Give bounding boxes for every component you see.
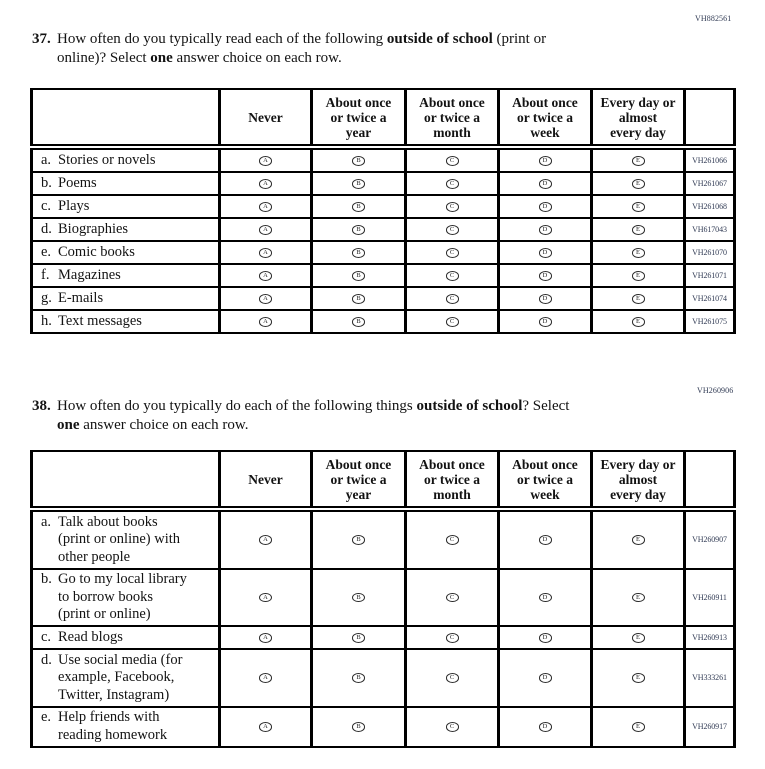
answer-bubble-e[interactable]: E <box>632 593 645 603</box>
row-label-line: Text messages <box>58 312 142 329</box>
answer-cell-a <box>220 569 312 627</box>
question-38-prompt <box>32 397 644 434</box>
answer-cell-d <box>499 241 592 264</box>
answer-cell-e <box>592 649 685 707</box>
question-37-prompt <box>32 30 644 67</box>
answer-cell-a <box>220 509 312 569</box>
answer-bubble-e[interactable]: E <box>632 179 645 189</box>
answer-bubble-c[interactable]: C <box>446 317 459 327</box>
answer-cell-b <box>312 147 406 172</box>
table-row-a <box>32 509 735 569</box>
column-header-line: About once <box>512 456 578 472</box>
answer-cell-c <box>406 218 499 241</box>
row-label-line: Comic books <box>58 243 135 260</box>
answer-cell-b <box>312 218 406 241</box>
row-label-flex <box>41 290 216 308</box>
column-header-4 <box>499 89 592 147</box>
column-header-line: Every day or <box>600 456 676 472</box>
prompt-bold-segment: one <box>57 416 80 433</box>
row-letter: e. <box>41 243 52 260</box>
row-code: VH617043 <box>685 218 735 241</box>
question-38-number: 38. <box>32 398 51 414</box>
question-38-prompt-text <box>57 397 569 434</box>
answer-cell-d <box>499 195 592 218</box>
column-header-3 <box>406 89 499 147</box>
answer-bubble-c[interactable]: C <box>446 156 459 166</box>
row-label-line: Stories or novels <box>58 151 156 168</box>
answer-cell-c <box>406 707 499 747</box>
answer-bubble-b[interactable]: B <box>352 156 365 166</box>
answer-bubble-d[interactable]: D <box>539 722 552 732</box>
row-label-text <box>58 514 180 567</box>
prompt-line <box>57 397 569 416</box>
row-label-flex <box>41 709 216 744</box>
answer-cell-a <box>220 147 312 172</box>
row-label-flex <box>41 629 216 647</box>
question-37-number: 37. <box>32 31 51 47</box>
column-header-2 <box>312 451 406 509</box>
column-header-line: or twice a <box>330 471 387 487</box>
answer-cell-e <box>592 264 685 287</box>
row-letter: h. <box>41 312 52 329</box>
row-label <box>32 509 220 569</box>
prompt-bold-segment: one <box>150 49 173 66</box>
answer-cell-d <box>499 172 592 195</box>
answer-cell-c <box>406 195 499 218</box>
answer-bubble-a[interactable]: A <box>259 673 272 683</box>
row-label-text <box>58 267 121 285</box>
answer-bubble-d[interactable]: D <box>539 271 552 281</box>
answer-bubble-c[interactable]: C <box>446 248 459 258</box>
answer-cell-b <box>312 569 406 627</box>
column-header-line: About once <box>325 94 392 110</box>
answer-bubble-d[interactable]: D <box>539 225 552 235</box>
answer-bubble-b[interactable]: B <box>352 202 365 212</box>
answer-bubble-a[interactable]: A <box>259 248 272 258</box>
prompt-segment: online)? Select <box>57 49 151 66</box>
answer-bubble-a[interactable]: A <box>259 535 272 545</box>
row-label <box>32 195 220 218</box>
column-header-line: Never <box>248 109 283 125</box>
row-label-flex <box>41 244 216 262</box>
row-letter: b. <box>41 571 52 587</box>
answer-cell-b <box>312 241 406 264</box>
answer-bubble-a[interactable]: A <box>259 179 272 189</box>
answer-bubble-a[interactable]: A <box>259 225 272 235</box>
row-letter: d. <box>41 651 52 668</box>
row-label-column-header <box>32 89 220 147</box>
answer-bubble-e[interactable]: E <box>632 633 645 643</box>
column-header-line: or twice a <box>330 109 387 125</box>
row-code: VH260913 <box>685 626 735 649</box>
table-row-e <box>32 707 735 747</box>
answer-bubble-b[interactable]: B <box>352 593 365 603</box>
answer-cell-b <box>312 287 406 310</box>
table-row-c <box>32 626 735 649</box>
column-header-3 <box>406 451 499 509</box>
answer-cell-c <box>406 649 499 707</box>
answer-cell-e <box>592 241 685 264</box>
column-header-line: or twice a <box>424 109 480 125</box>
column-header-line: almost <box>618 109 658 125</box>
answer-bubble-a[interactable]: A <box>259 722 272 732</box>
row-label-line: (print or online) with <box>58 531 181 547</box>
column-header-line: week <box>530 486 560 502</box>
row-code: VH261070 <box>685 241 735 264</box>
row-label-line: (print or online) <box>58 606 151 622</box>
answer-bubble-c[interactable]: C <box>446 179 459 189</box>
row-label <box>32 310 220 333</box>
row-label <box>32 569 220 627</box>
row-label-text <box>58 175 97 193</box>
answer-bubble-e[interactable]: E <box>632 317 645 327</box>
answer-bubble-a[interactable]: A <box>259 593 272 603</box>
answer-bubble-d[interactable]: D <box>539 633 552 643</box>
column-header-line: almost <box>618 471 658 487</box>
row-label-flex <box>41 652 216 705</box>
answer-bubble-b[interactable]: B <box>352 248 365 258</box>
row-label-text <box>58 244 135 262</box>
answer-cell-d <box>499 649 592 707</box>
answer-bubble-a[interactable]: A <box>259 271 272 281</box>
table-row-e <box>32 241 735 264</box>
row-letter: a. <box>41 151 52 168</box>
answer-cell-b <box>312 649 406 707</box>
answer-cell-d <box>499 509 592 569</box>
answer-bubble-b[interactable]: B <box>352 225 365 235</box>
row-label <box>32 241 220 264</box>
answer-cell-b <box>312 707 406 747</box>
row-label-flex <box>41 221 216 239</box>
table-row-b <box>32 172 735 195</box>
answer-cell-c <box>406 147 499 172</box>
column-header-1 <box>220 89 312 147</box>
code-column-header <box>685 451 735 509</box>
row-code: VH260917 <box>685 707 735 747</box>
answer-bubble-e[interactable]: E <box>632 294 645 304</box>
prompt-segment: How often do you typically read each of the following <box>57 31 387 47</box>
row-label-flex <box>41 514 216 567</box>
answer-bubble-e[interactable]: E <box>632 248 645 258</box>
answer-cell-e <box>592 287 685 310</box>
row-code: VH333261 <box>685 649 735 707</box>
column-header-line: or twice a <box>517 471 573 487</box>
table-row-c <box>32 195 735 218</box>
column-header-line: every day <box>610 486 666 502</box>
row-code: VH261067 <box>685 172 735 195</box>
row-label-text <box>58 571 187 624</box>
row-label-line: Plays <box>58 197 90 214</box>
answer-bubble-a[interactable]: A <box>259 202 272 212</box>
row-label <box>32 649 220 707</box>
table-row-f <box>32 264 735 287</box>
row-label-line: Use social media (for <box>58 651 183 668</box>
question-38 <box>32 397 644 434</box>
column-header-line: week <box>530 124 560 140</box>
answer-cell-e <box>592 195 685 218</box>
answer-cell-d <box>499 626 592 649</box>
row-label-flex <box>41 198 216 216</box>
answer-cell-a <box>220 241 312 264</box>
answer-bubble-b[interactable]: B <box>352 271 365 281</box>
table-row-g <box>32 287 735 310</box>
answer-cell-e <box>592 147 685 172</box>
question-38-header-row <box>32 451 735 509</box>
answer-bubble-a[interactable]: A <box>259 294 272 304</box>
answer-bubble-c[interactable]: C <box>446 722 459 732</box>
table-row-d <box>32 218 735 241</box>
answer-cell-e <box>592 707 685 747</box>
answer-cell-d <box>499 218 592 241</box>
prompt-line <box>57 30 546 49</box>
answer-bubble-c[interactable]: C <box>446 535 459 545</box>
row-label-flex <box>41 313 216 331</box>
answer-cell-d <box>499 147 592 172</box>
row-code: VH261071 <box>685 264 735 287</box>
row-code: VH260911 <box>685 569 735 627</box>
row-label-text <box>58 152 155 170</box>
row-code: VH261075 <box>685 310 735 333</box>
row-label <box>32 172 220 195</box>
row-label-text <box>58 198 89 216</box>
column-header-line: year <box>345 124 372 140</box>
answer-cell-e <box>592 218 685 241</box>
prompt-segment: answer choice on each row. <box>79 416 249 433</box>
row-label <box>32 707 220 747</box>
row-label-line: example, Facebook, <box>58 669 175 685</box>
answer-cell-d <box>499 707 592 747</box>
answer-cell-a <box>220 707 312 747</box>
row-label-line: Talk about books <box>58 513 158 530</box>
row-label-line: Help friends with <box>58 709 160 725</box>
row-label-line: Go to my local library <box>58 571 187 587</box>
row-label-line: other people <box>58 548 131 565</box>
answer-bubble-d[interactable]: D <box>539 294 552 304</box>
answer-cell-c <box>406 241 499 264</box>
column-header-line: month <box>433 124 471 140</box>
answer-bubble-b[interactable]: B <box>352 294 365 304</box>
row-label-line: Twitter, Instagram) <box>58 686 170 703</box>
prompt-line <box>57 49 546 68</box>
answer-cell-a <box>220 172 312 195</box>
prompt-bold-segment: outside of school <box>416 398 523 414</box>
row-label-text <box>58 652 182 705</box>
column-header-line: Every day or <box>600 94 676 110</box>
row-label-line: Read blogs <box>58 628 123 645</box>
answer-bubble-b[interactable]: B <box>352 535 365 545</box>
row-letter: a. <box>41 513 52 530</box>
answer-cell-b <box>312 509 406 569</box>
answer-cell-b <box>312 264 406 287</box>
row-letter: d. <box>41 220 52 237</box>
column-header-line: About once <box>325 456 392 472</box>
table-row-b <box>32 569 735 627</box>
question-37-header-row <box>32 89 735 147</box>
row-label-flex <box>41 152 216 170</box>
answer-bubble-a[interactable]: A <box>259 317 272 327</box>
column-header-line: or twice a <box>517 109 573 125</box>
answer-bubble-d[interactable]: D <box>539 317 552 327</box>
column-header-line: About once <box>419 456 485 472</box>
column-header-line: or twice a <box>424 471 480 487</box>
row-letter: c. <box>41 628 52 645</box>
answer-cell-c <box>406 172 499 195</box>
answer-cell-e <box>592 310 685 333</box>
column-header-line: About once <box>512 94 578 110</box>
answer-cell-e <box>592 569 685 627</box>
row-label-text <box>58 290 103 308</box>
answer-bubble-b[interactable]: B <box>352 179 365 189</box>
answer-bubble-d[interactable]: D <box>539 248 552 258</box>
prompt-segment: ? Select <box>522 398 570 414</box>
answer-cell-c <box>406 509 499 569</box>
row-label-line: Magazines <box>58 266 121 283</box>
answer-bubble-c[interactable]: C <box>446 593 459 603</box>
prompt-segment: answer choice on each row. <box>172 49 342 66</box>
answer-bubble-c[interactable]: C <box>446 271 459 281</box>
row-letter: b. <box>41 174 52 191</box>
answer-cell-d <box>499 287 592 310</box>
answer-bubble-e[interactable]: E <box>632 673 645 683</box>
column-header-1 <box>220 451 312 509</box>
row-label-line: E-mails <box>58 289 104 306</box>
answer-cell-c <box>406 569 499 627</box>
column-header-4 <box>499 451 592 509</box>
answer-cell-c <box>406 287 499 310</box>
answer-bubble-b[interactable]: B <box>352 317 365 327</box>
answer-bubble-c[interactable]: C <box>446 633 459 643</box>
answer-bubble-c[interactable]: C <box>446 225 459 235</box>
answer-bubble-d[interactable]: D <box>539 593 552 603</box>
row-code: VH261066 <box>685 147 735 172</box>
answer-bubble-a[interactable]: A <box>259 156 272 166</box>
row-label-flex <box>41 175 216 193</box>
row-label-flex <box>41 267 216 285</box>
row-label-line: to borrow books <box>58 588 154 605</box>
answer-bubble-c[interactable]: C <box>446 202 459 212</box>
question-38-item-code: VH260906 <box>697 386 734 395</box>
answer-cell-a <box>220 649 312 707</box>
table-row-h <box>32 310 735 333</box>
row-letter: g. <box>41 289 52 306</box>
column-header-line: Never <box>248 471 283 487</box>
row-label <box>32 287 220 310</box>
question-37-prompt-text <box>57 30 546 67</box>
answer-bubble-e[interactable]: E <box>632 202 645 212</box>
answer-bubble-b[interactable]: B <box>352 633 365 643</box>
answer-bubble-e[interactable]: E <box>632 225 645 235</box>
answer-bubble-b[interactable]: B <box>352 722 365 732</box>
table-row-d <box>32 649 735 707</box>
answer-cell-b <box>312 310 406 333</box>
row-label-text <box>58 629 123 647</box>
answer-bubble-c[interactable]: C <box>446 673 459 683</box>
prompt-bold-segment: outside of school <box>386 31 493 47</box>
answer-bubble-c[interactable]: C <box>446 294 459 304</box>
answer-cell-b <box>312 195 406 218</box>
answer-bubble-d[interactable]: D <box>539 535 552 545</box>
answer-cell-c <box>406 264 499 287</box>
answer-cell-c <box>406 310 499 333</box>
column-header-5 <box>592 89 685 147</box>
answer-cell-c <box>406 626 499 649</box>
answer-bubble-b[interactable]: B <box>352 673 365 683</box>
answer-bubble-e[interactable]: E <box>632 271 645 281</box>
row-label <box>32 264 220 287</box>
answer-cell-a <box>220 218 312 241</box>
row-label-line: Biographies <box>58 220 129 237</box>
answer-bubble-e[interactable]: E <box>632 722 645 732</box>
row-code: VH261068 <box>685 195 735 218</box>
answer-cell-e <box>592 509 685 569</box>
answer-bubble-a[interactable]: A <box>259 633 272 643</box>
answer-bubble-d[interactable]: D <box>539 156 552 166</box>
answer-bubble-d[interactable]: D <box>539 179 552 189</box>
row-label <box>32 218 220 241</box>
row-label <box>32 626 220 649</box>
answer-cell-b <box>312 626 406 649</box>
row-letter: e. <box>41 709 52 725</box>
row-label-text <box>58 221 128 239</box>
answer-cell-d <box>499 264 592 287</box>
question-37-response-table <box>30 88 736 334</box>
row-letter: f. <box>41 266 50 283</box>
column-header-line: year <box>345 486 372 502</box>
row-code: VH261074 <box>685 287 735 310</box>
row-label-text <box>58 313 142 331</box>
answer-cell-d <box>499 310 592 333</box>
prompt-segment: (print or <box>492 31 547 47</box>
answer-cell-a <box>220 287 312 310</box>
answer-bubble-d[interactable]: D <box>539 202 552 212</box>
question-38-response-table <box>30 450 736 748</box>
prompt-line <box>57 416 569 435</box>
answer-cell-e <box>592 626 685 649</box>
column-header-line: every day <box>610 124 666 140</box>
column-header-2 <box>312 89 406 147</box>
answer-bubble-d[interactable]: D <box>539 673 552 683</box>
row-label-flex <box>41 571 216 624</box>
answer-bubble-e[interactable]: E <box>632 535 645 545</box>
answer-cell-b <box>312 172 406 195</box>
row-code: VH260907 <box>685 509 735 569</box>
table-row-a <box>32 147 735 172</box>
column-header-line: month <box>433 486 471 502</box>
answer-cell-a <box>220 626 312 649</box>
answer-cell-e <box>592 172 685 195</box>
row-label-column-header <box>32 451 220 509</box>
question-37 <box>32 30 644 67</box>
column-header-5 <box>592 451 685 509</box>
answer-cell-a <box>220 195 312 218</box>
row-label-line: reading homework <box>58 726 168 743</box>
row-letter: c. <box>41 197 52 214</box>
row-label-line: Poems <box>58 174 97 191</box>
prompt-segment: How often do you typically do each of the following things <box>57 398 417 414</box>
answer-cell-a <box>220 264 312 287</box>
question-37-item-code: VH882561 <box>695 14 732 23</box>
answer-cell-d <box>499 569 592 627</box>
row-label-text <box>58 709 167 744</box>
answer-bubble-e[interactable]: E <box>632 156 645 166</box>
code-column-header <box>685 89 735 147</box>
column-header-line: About once <box>419 94 485 110</box>
answer-cell-a <box>220 310 312 333</box>
row-label <box>32 147 220 172</box>
